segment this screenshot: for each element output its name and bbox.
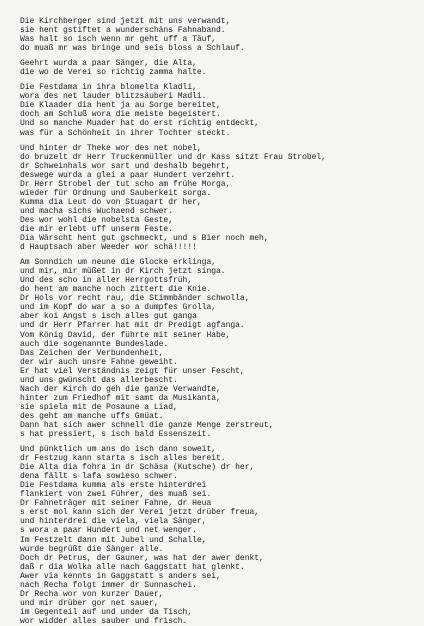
stanza-5 xyxy=(20,258,416,439)
text-line: Dr Herr Strobel der tut scho am frühe Morga, xyxy=(20,179,231,189)
text-line: Und hinter dr Theke wor des net nobel, xyxy=(20,143,202,153)
text-line: s wora a paar Hundert und net wenger. xyxy=(20,526,197,536)
text-line: auch die sogenannte Bundeslade. xyxy=(20,339,169,349)
text-line: Vom König David, der führte mit seiner Habe, xyxy=(20,330,231,340)
text-line: die wo de Verei so richtig zamma halte. xyxy=(20,68,207,78)
text-line: s hat pressiert, s isch bald Essenszeit. xyxy=(20,430,212,440)
text-line: wor widder alles sauber und frisch. xyxy=(20,616,188,626)
text-line: Das Zeichen der Verbundenheit, xyxy=(20,348,164,358)
text-line: Dr Fahneträger mit seiner Fahne, dr Heua xyxy=(20,499,212,509)
text-line: und hinterdrei die viela, viela Sänger, xyxy=(20,517,207,527)
text-line: Die Festdama kumma als erste hinterdrei xyxy=(20,481,207,491)
text-line: Dann hat sich awer schnell die ganze Menge zerstreut, xyxy=(20,420,274,430)
stanza-1 xyxy=(20,17,416,53)
text-line: Dr Hols vor recht rau, die Stimmbänder schwolla, xyxy=(20,294,250,304)
text-line: dr Festzug kann starta s isch alles bereit. xyxy=(20,454,226,464)
text-line: sie spiela mit de Posaune a Liad, xyxy=(20,402,178,412)
text-line: wurde begrüßt die Sänger alle. xyxy=(20,544,164,554)
text-line: flankiert von zwei Führer, des muaß sei. xyxy=(20,490,212,500)
text-line: Die Festdama in ihra blomelta Kladli, xyxy=(20,83,197,93)
text-line: und im Kopf do war a so a dumpfes Grolla, xyxy=(20,303,217,313)
stanza-4 xyxy=(20,144,416,253)
text-line: Und pünktlich um ans do isch dann soweit, xyxy=(20,445,217,455)
text-line: Kumma dia Leut do von Stuagart dr her, xyxy=(20,197,202,207)
text-line: do muaß mr was bringe und seis bloss a Schlauf. xyxy=(20,44,245,54)
text-line: Nach der Kirch do geh die ganze Verwandte, xyxy=(20,384,221,394)
text-line: des geht am manche uffs Gmüat. xyxy=(20,411,164,421)
text-line: deswege wurda a glei a paar Hundert verzehrt. xyxy=(20,170,236,180)
text-line: dena fällt s lafa sowieso schwer. xyxy=(20,472,178,482)
text-line: Des wor wohl die nobelsta Geste, xyxy=(20,215,173,225)
text-line: Die Klaader dia hent ja au Sorge bereitet, xyxy=(20,101,221,111)
text-line: und mir drüber gor net sauer, xyxy=(20,598,159,608)
text-line: aber koi Angst s isch alles gut ganga xyxy=(20,312,197,322)
text-line: Doch dr Petrus, der Gauner, was hat der awer denkt, xyxy=(20,553,264,563)
text-line: der wir auch unsre Fahne geweiht. xyxy=(20,357,178,367)
text-line: wora des net lauder blitzsäuberi Madli. xyxy=(20,92,207,102)
text-line: im Gegenteil auf und under da Tisch, xyxy=(20,607,193,617)
text-line: Geehrt wurda a paar Sänger, die Alta, xyxy=(20,59,197,69)
text-line: Was halt so isch wenn mr geht uff a Täuf, xyxy=(20,35,217,45)
text-line: Dr Recha wor von kurzer Dauer, xyxy=(20,589,164,599)
stanza-3 xyxy=(20,83,416,137)
text-line: und dr Herr Pfarrer hat mit dr Predigt agfanga. xyxy=(20,321,245,331)
text-line: daß r dia Wolka alle nach Gaggstatt hat glenkt. xyxy=(20,562,245,572)
text-line: Am Sonndich um neune die Glocke erklinga, xyxy=(20,258,217,268)
text-line: do bruzelt dr Herr Truckenmüller und dr Kass sitzt Frau Strobel, xyxy=(20,152,326,162)
stanza-2 xyxy=(20,59,416,77)
text-line: was für a Schönheit in ihrer Tochter steckt. xyxy=(20,128,231,138)
text-line: sie hent gstiftet a wunderschäns Fahnaband. xyxy=(20,26,226,36)
text-line: Im Festzelt dann mit Jubel und Schalle, xyxy=(20,535,207,545)
text-line: hinter zum Friedhof mit samt da Musikanta, xyxy=(20,393,221,403)
text-line: Er hat viel Verständnis zeigt für unser Fescht, xyxy=(20,366,245,376)
text-line: und mir, mir müßet in dr Kirch jetzt singa. xyxy=(20,267,226,277)
text-line: d Hauptsach aber Weeder wor schä!!!!! xyxy=(20,243,197,253)
text-line: Die Alta dia fohra in dr Schäsa (Kutsche) dr her, xyxy=(20,463,255,473)
text-line: wieder für Ordnung und Sauberkeit sorga. xyxy=(20,188,212,198)
text-line: s erst mol kann sich der Verei jetzt drüber freua, xyxy=(20,508,260,518)
text-line: Dia Wärscht hent gut gschmeckt, und s Bier noch meh, xyxy=(20,234,269,244)
text-line: Und des scho in aller Herrgottsfrüh, xyxy=(20,276,193,286)
text-line: do hent am manche noch zittert die Knie. xyxy=(20,285,212,295)
text-line: Die Kirchberger sind jetzt mit uns verwandt, xyxy=(20,17,231,26)
text-line: Und so manche Muader hat do erst richtig entdeckt, xyxy=(20,119,260,129)
text-line: doch am Schluß wora die meiste begeistert. xyxy=(20,110,221,120)
text-line: dr Schweinhals wor sart und deshalb begehrt, xyxy=(20,161,231,171)
text-line: Awer via kennts in Gaggstatt s anders sei, xyxy=(20,571,221,581)
text-line: und macha sichs Wuchaend schwer. xyxy=(20,206,173,216)
text-line: nach Recha folgt immer dr Sunnaschei. xyxy=(20,580,197,590)
text-line: die mir erlebt uff unserm Feste. xyxy=(20,224,173,234)
text-line: und uns gwünscht das allerbescht. xyxy=(20,375,178,385)
